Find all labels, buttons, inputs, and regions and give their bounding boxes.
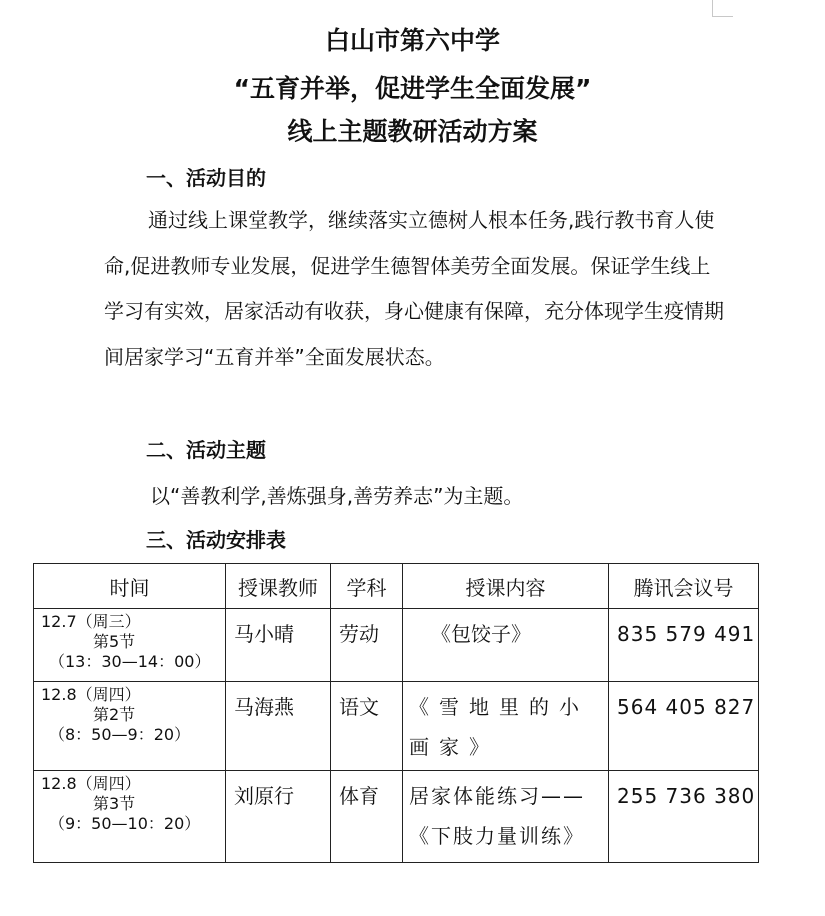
time-cell bbox=[34, 682, 226, 771]
header-meeting-id: 腾讯会议号 bbox=[609, 564, 759, 609]
table-row bbox=[34, 682, 759, 771]
plan-title: 线上主题教研活动方案 bbox=[287, 117, 538, 146]
teacher-cell: 马海燕 bbox=[226, 682, 331, 771]
row-date: 12.7（周三） bbox=[41, 612, 141, 631]
meeting-id-cell: 255 736 380 bbox=[609, 771, 759, 863]
section-body-theme: 以“善教利学,善炼强身,善劳养志”为主题。 bbox=[150, 484, 524, 508]
subject-cell: 劳动 bbox=[331, 609, 403, 682]
row-time: （9：50—10：20） bbox=[49, 814, 201, 833]
meeting-id-cell: 564 405 827 bbox=[609, 682, 759, 771]
header-subject: 学科 bbox=[331, 564, 403, 609]
time-cell bbox=[34, 609, 226, 682]
table-row bbox=[34, 609, 759, 682]
row-period: 第5节 bbox=[93, 632, 136, 651]
page-corner-mark bbox=[712, 0, 733, 17]
time-cell bbox=[34, 771, 226, 863]
header-time: 时间 bbox=[34, 564, 226, 609]
teacher-cell: 马小晴 bbox=[226, 609, 331, 682]
section-heading-purpose: 一、活动目的 bbox=[146, 166, 266, 190]
row-date: 12.8（周四） bbox=[41, 774, 141, 793]
activity-slogan: “五育并举，促进学生全面发展” bbox=[233, 74, 592, 103]
teacher-cell: 刘原行 bbox=[226, 771, 331, 863]
schedule-table bbox=[33, 563, 759, 863]
header-content: 授课内容 bbox=[403, 564, 609, 609]
content-cell: 《包饺子》 bbox=[403, 609, 609, 682]
row-period: 第2节 bbox=[93, 705, 136, 724]
section-heading-schedule: 三、活动安排表 bbox=[146, 528, 286, 552]
table-row bbox=[34, 771, 759, 863]
row-time: （8：50—9：20） bbox=[49, 725, 191, 744]
content-cell: 《雪地里的小画家》 bbox=[403, 682, 609, 771]
table-header-row bbox=[34, 564, 759, 609]
meeting-id-cell: 835 579 491 bbox=[609, 609, 759, 682]
section-body-purpose: 通过线上课堂教学，继续落实立德树人根本任务,践行教书育人使命,促进教师专业发展，促进学生德智体美劳全面发展。保证学生线上学习有实效，居家活动有收获，身心健康有保障，充分体现学生疫情期间居家学习“五育并举”全面发展状态。 bbox=[104, 208, 724, 369]
subject-cell: 语文 bbox=[331, 682, 403, 771]
subject-cell: 体育 bbox=[331, 771, 403, 863]
header-teacher: 授课教师 bbox=[226, 564, 331, 609]
school-name: 白山市第六中学 bbox=[324, 26, 500, 55]
row-period: 第3节 bbox=[93, 794, 136, 813]
row-time: （13：30—14：00） bbox=[49, 652, 211, 671]
row-date: 12.8（周四） bbox=[41, 685, 141, 704]
content-cell: 居家体能练习——《下肢力量训练》 bbox=[403, 771, 609, 863]
section-heading-theme: 二、活动主题 bbox=[146, 438, 266, 462]
